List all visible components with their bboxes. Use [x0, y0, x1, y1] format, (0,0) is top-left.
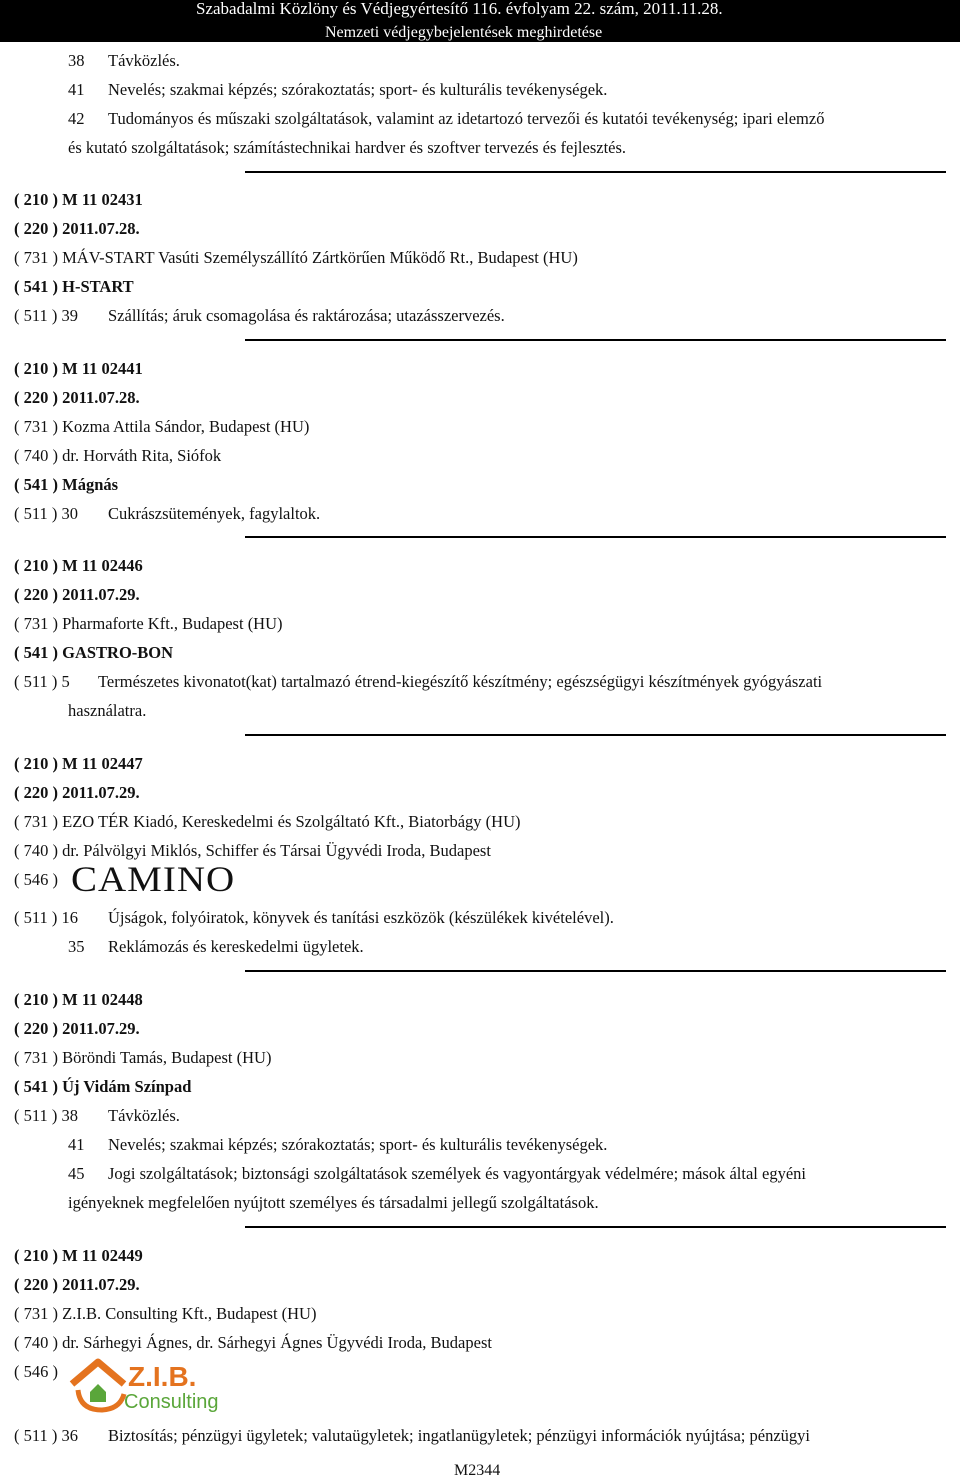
- separator: [245, 970, 946, 972]
- word-mark: ( 541 ) GASTRO-BON: [14, 643, 174, 662]
- page-header: [0, 0, 960, 42]
- goods-services: ( 511 ) 30 Cukrászsütemények, fagylaltok.: [14, 504, 321, 523]
- class-row: 41 Nevelés; szakmai képzés; szórakoztatás; sport- és kulturális tevékenységek.: [68, 1135, 608, 1154]
- camino-logo: CAMINO: [71, 859, 236, 900]
- applicant: ( 731 ) Z.I.B. Consulting Kft., Budapest (HU): [14, 1304, 317, 1323]
- filing-date: ( 220 ) 2011.07.29.: [14, 1019, 140, 1038]
- zib-consulting-logo: [68, 1354, 236, 1416]
- application-number: ( 210 ) M 11 02441: [14, 359, 143, 378]
- word-mark: ( 541 ) Mágnás: [14, 475, 119, 494]
- logo-line1: Z.I.B.: [128, 1361, 197, 1392]
- word-mark: ( 541 ) Új Vidám Színpad: [14, 1077, 192, 1096]
- representative: ( 740 ) dr. Sárhegyi Ágnes, dr. Sárhegyi Ágnes Ügyvédi Iroda, Budapest: [14, 1333, 492, 1352]
- figurative-mark-label: ( 546 ): [14, 1362, 58, 1381]
- goods-services: ( 511 ) 5 Természetes kivonatot(kat) tartalmazó étrend-kiegészítő készítmény; egészségügyi készítmények gyógyászati: [14, 672, 823, 691]
- separator: [245, 734, 946, 736]
- goods-services: ( 511 ) 36 Biztosítás; pénzügyi ügyletek; valutaügyletek; ingatlanügyletek; pénzügyi információk nyújtása; pénzügyi: [14, 1426, 810, 1445]
- filing-date: ( 220 ) 2011.07.29.: [14, 1275, 140, 1294]
- separator: [245, 1226, 946, 1228]
- application-number: ( 210 ) M 11 02431: [14, 190, 143, 209]
- goods-services: ( 511 ) 38 Távközlés.: [14, 1106, 180, 1125]
- representative: ( 740 ) dr. Pálvölgyi Miklós, Schiffer és Társai Ügyvédi Iroda, Budapest: [14, 841, 491, 860]
- class-row-continuation: igényeknek megfelelően nyújtott személyes és társadalmi jellegű szolgáltatások.: [68, 1193, 599, 1212]
- house-body-icon: [90, 1384, 106, 1402]
- section-title: Nemzeti védjegybejelentések meghirdetése: [325, 24, 603, 41]
- separator: [245, 171, 946, 173]
- class-row: 35 Reklámozás és kereskedelmi ügyletek.: [68, 937, 364, 956]
- application-number: ( 210 ) M 11 02446: [14, 556, 143, 575]
- logo-line2: Consulting: [124, 1391, 219, 1413]
- filing-date: ( 220 ) 2011.07.29.: [14, 783, 140, 802]
- figurative-mark-label: ( 546 ): [14, 870, 58, 889]
- separator: [245, 536, 946, 538]
- goods-services: ( 511 ) 39 Szállítás; áruk csomagolása és raktározása; utazásszervezés.: [14, 306, 505, 325]
- page-number: M2344: [454, 1462, 501, 1479]
- goods-services: ( 511 ) 16 Újságok, folyóiratok, könyvek és tanítási eszközök (készülékek kivételével).: [14, 908, 614, 927]
- application-number: ( 210 ) M 11 02448: [14, 990, 143, 1009]
- representative: ( 740 ) dr. Horváth Rita, Siófok: [14, 446, 222, 465]
- class-row-continuation: és kutató szolgáltatások; számítástechnikai hardver és szoftver tervezés és fejlesztés.: [68, 138, 627, 157]
- filing-date: ( 220 ) 2011.07.29.: [14, 585, 140, 604]
- class-row: 38 Távközlés.: [68, 51, 180, 70]
- applicant: ( 731 ) EZO TÉR Kiadó, Kereskedelmi és Szolgáltató Kft., Biatorbágy (HU): [14, 812, 521, 831]
- application-number: ( 210 ) M 11 02447: [14, 754, 143, 773]
- separator: [245, 339, 946, 341]
- class-row: 42 Tudományos és műszaki szolgáltatások, valamint az idetartozó tervezői és kutatói tevékenység; ipari elemző: [68, 109, 825, 128]
- journal-title: Szabadalmi Közlöny és Védjegyértesítő 116. évfolyam 22. szám, 2011.11.28.: [196, 0, 723, 18]
- applicant: ( 731 ) MÁV-START Vasúti Személyszállító Zártkörűen Működő Rt., Budapest (HU): [14, 248, 578, 267]
- house-roof-icon: [72, 1362, 124, 1384]
- application-number: ( 210 ) M 11 02449: [14, 1246, 143, 1265]
- word-mark: ( 541 ) H-START: [14, 277, 134, 296]
- applicant: ( 731 ) Böröndi Tamás, Budapest (HU): [14, 1048, 272, 1067]
- filing-date: ( 220 ) 2011.07.28.: [14, 388, 140, 407]
- applicant: ( 731 ) Pharmaforte Kft., Budapest (HU): [14, 614, 283, 633]
- class-row: 45 Jogi szolgáltatások; biztonsági szolgáltatások személyek és vagyontárgyak védelmére; mások által egyéni: [68, 1164, 806, 1183]
- filing-date: ( 220 ) 2011.07.28.: [14, 219, 140, 238]
- class-row: 41 Nevelés; szakmai képzés; szórakoztatás; sport- és kulturális tevékenységek.: [68, 80, 608, 99]
- goods-services-continuation: használatra.: [68, 701, 147, 720]
- applicant: ( 731 ) Kozma Attila Sándor, Budapest (HU): [14, 417, 310, 436]
